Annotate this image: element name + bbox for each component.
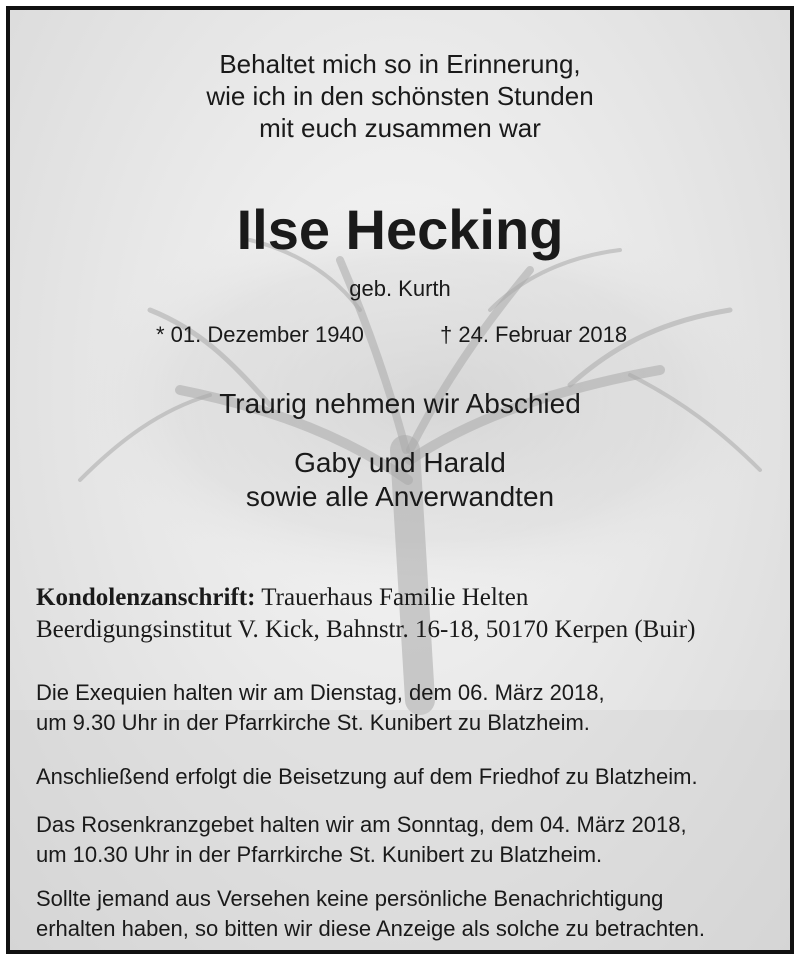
paragraph-line: um 9.30 Uhr in der Pfarrkirche St. Kunibert zu Blatzheim. [36, 710, 590, 735]
condolence-label: Kondolenzanschrift: [36, 584, 256, 611]
poem-line: Behaltet mich so in Erinnerung, [219, 49, 581, 79]
maiden-name: geb. Kurth [349, 276, 451, 301]
poem-line: mit euch zusammen war [259, 113, 541, 143]
condolence-line1: Trauerhaus Familie Helten [255, 584, 529, 611]
exequien-paragraph [36, 678, 786, 738]
paragraph-line: um 10.30 Uhr in der Pfarrkirche St. Kunibert zu Blatzheim. [36, 842, 603, 867]
birth-date: * 01. Dezember 1940 [156, 322, 364, 347]
condolence-line2: Beerdigungsinstitut V. Kick, Bahnstr. 16-18, 50170 Kerpen (Buir) [36, 616, 696, 643]
poem-verse [10, 48, 790, 144]
mourners-line: Gaby und Harald [294, 447, 506, 478]
condolence-address [36, 582, 776, 646]
mourners [10, 446, 790, 514]
notice-paragraph [36, 884, 786, 944]
paragraph-line: erhalten haben, so bitten wir diese Anzeige als solche zu betrachten. [36, 916, 705, 941]
paragraph-line: Anschließend erfolgt die Beisetzung auf dem Friedhof zu Blatzheim. [36, 764, 698, 789]
burial-paragraph [36, 762, 786, 792]
paragraph-line: Das Rosenkranzgebet halten wir am Sonntag, dem 04. März 2018, [36, 812, 687, 837]
paragraph-line: Die Exequien halten wir am Dienstag, dem 06. März 2018, [36, 680, 605, 705]
poem-line: wie ich in den schönsten Stunden [206, 81, 594, 111]
obituary-frame [6, 6, 794, 954]
mourners-line: sowie alle Anverwandten [245, 481, 555, 512]
rosary-paragraph [36, 810, 786, 870]
paragraph-line: Sollte jemand aus Versehen keine persönliche Benachrichtigung [36, 886, 664, 911]
farewell-line: Traurig nehmen wir Abschied [219, 388, 581, 419]
obituary-content [10, 10, 790, 950]
death-date: † 24. Februar 2018 [440, 322, 628, 347]
deceased-name: Ilse Hecking [236, 198, 564, 261]
